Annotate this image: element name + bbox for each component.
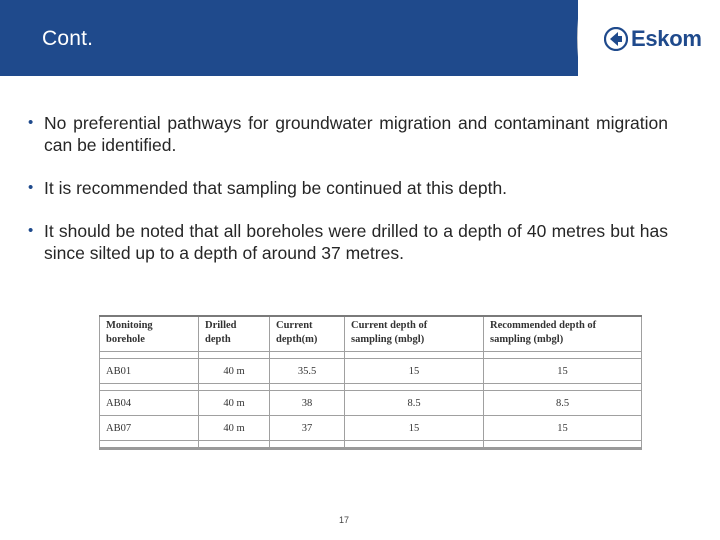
table-cell: 15 bbox=[345, 359, 484, 384]
bullet-text: It is recommended that sampling be continued at this depth. bbox=[44, 178, 508, 198]
table-cell: 38 bbox=[270, 391, 345, 416]
bullet-list bbox=[28, 112, 668, 285]
table-row bbox=[100, 359, 642, 384]
table-cell: 40 m bbox=[199, 359, 270, 384]
bullet-icon: • bbox=[28, 114, 34, 131]
table-cell: AB04 bbox=[100, 391, 199, 416]
bullet-icon: • bbox=[28, 222, 34, 239]
bullet-text: It should be noted that all boreholes were drilled to a depth of 40 metres but has since silted up to a depth of around 37 metres. bbox=[44, 221, 668, 263]
table-cell: AB07 bbox=[100, 416, 199, 441]
table-cell: 15 bbox=[484, 359, 642, 384]
column-header: Drilled depth bbox=[199, 316, 270, 352]
table-spacer-row bbox=[100, 352, 642, 359]
bullet-text: No preferential pathways for groundwater migration and contaminant migration can be identified. bbox=[44, 113, 668, 155]
table-spacer-row bbox=[100, 441, 642, 449]
eskom-logo bbox=[604, 26, 702, 52]
page-number: 17 bbox=[339, 515, 350, 525]
slide-header bbox=[0, 0, 720, 76]
table-cell: 8.5 bbox=[345, 391, 484, 416]
table-cell: 8.5 bbox=[484, 391, 642, 416]
table-spacer-row bbox=[100, 384, 642, 391]
table-cell: 40 m bbox=[199, 416, 270, 441]
column-header: Recommended depth of sampling (mbgl) bbox=[484, 316, 642, 352]
bullet-item bbox=[28, 220, 668, 264]
logo-wordmark: Eskom bbox=[631, 26, 702, 51]
table-cell: 15 bbox=[484, 416, 642, 441]
table-cell: AB01 bbox=[100, 359, 199, 384]
slide-title: Cont. bbox=[42, 27, 94, 50]
bullet-item bbox=[28, 177, 668, 199]
table-cell: 40 m bbox=[199, 391, 270, 416]
bullet-icon: • bbox=[28, 179, 34, 196]
bullet-item bbox=[28, 112, 668, 156]
column-header: Current depth of sampling (mbgl) bbox=[345, 316, 484, 352]
table-row bbox=[100, 391, 642, 416]
table-row bbox=[100, 416, 642, 441]
table-header-row bbox=[100, 316, 642, 352]
column-header: Monitoing borehole bbox=[100, 316, 199, 352]
column-header: Current depth(m) bbox=[270, 316, 345, 352]
table-cell: 35.5 bbox=[270, 359, 345, 384]
borehole-table bbox=[99, 315, 642, 450]
table-cell: 15 bbox=[345, 416, 484, 441]
table-cell: 37 bbox=[270, 416, 345, 441]
eskom-logo-icon bbox=[604, 27, 628, 51]
